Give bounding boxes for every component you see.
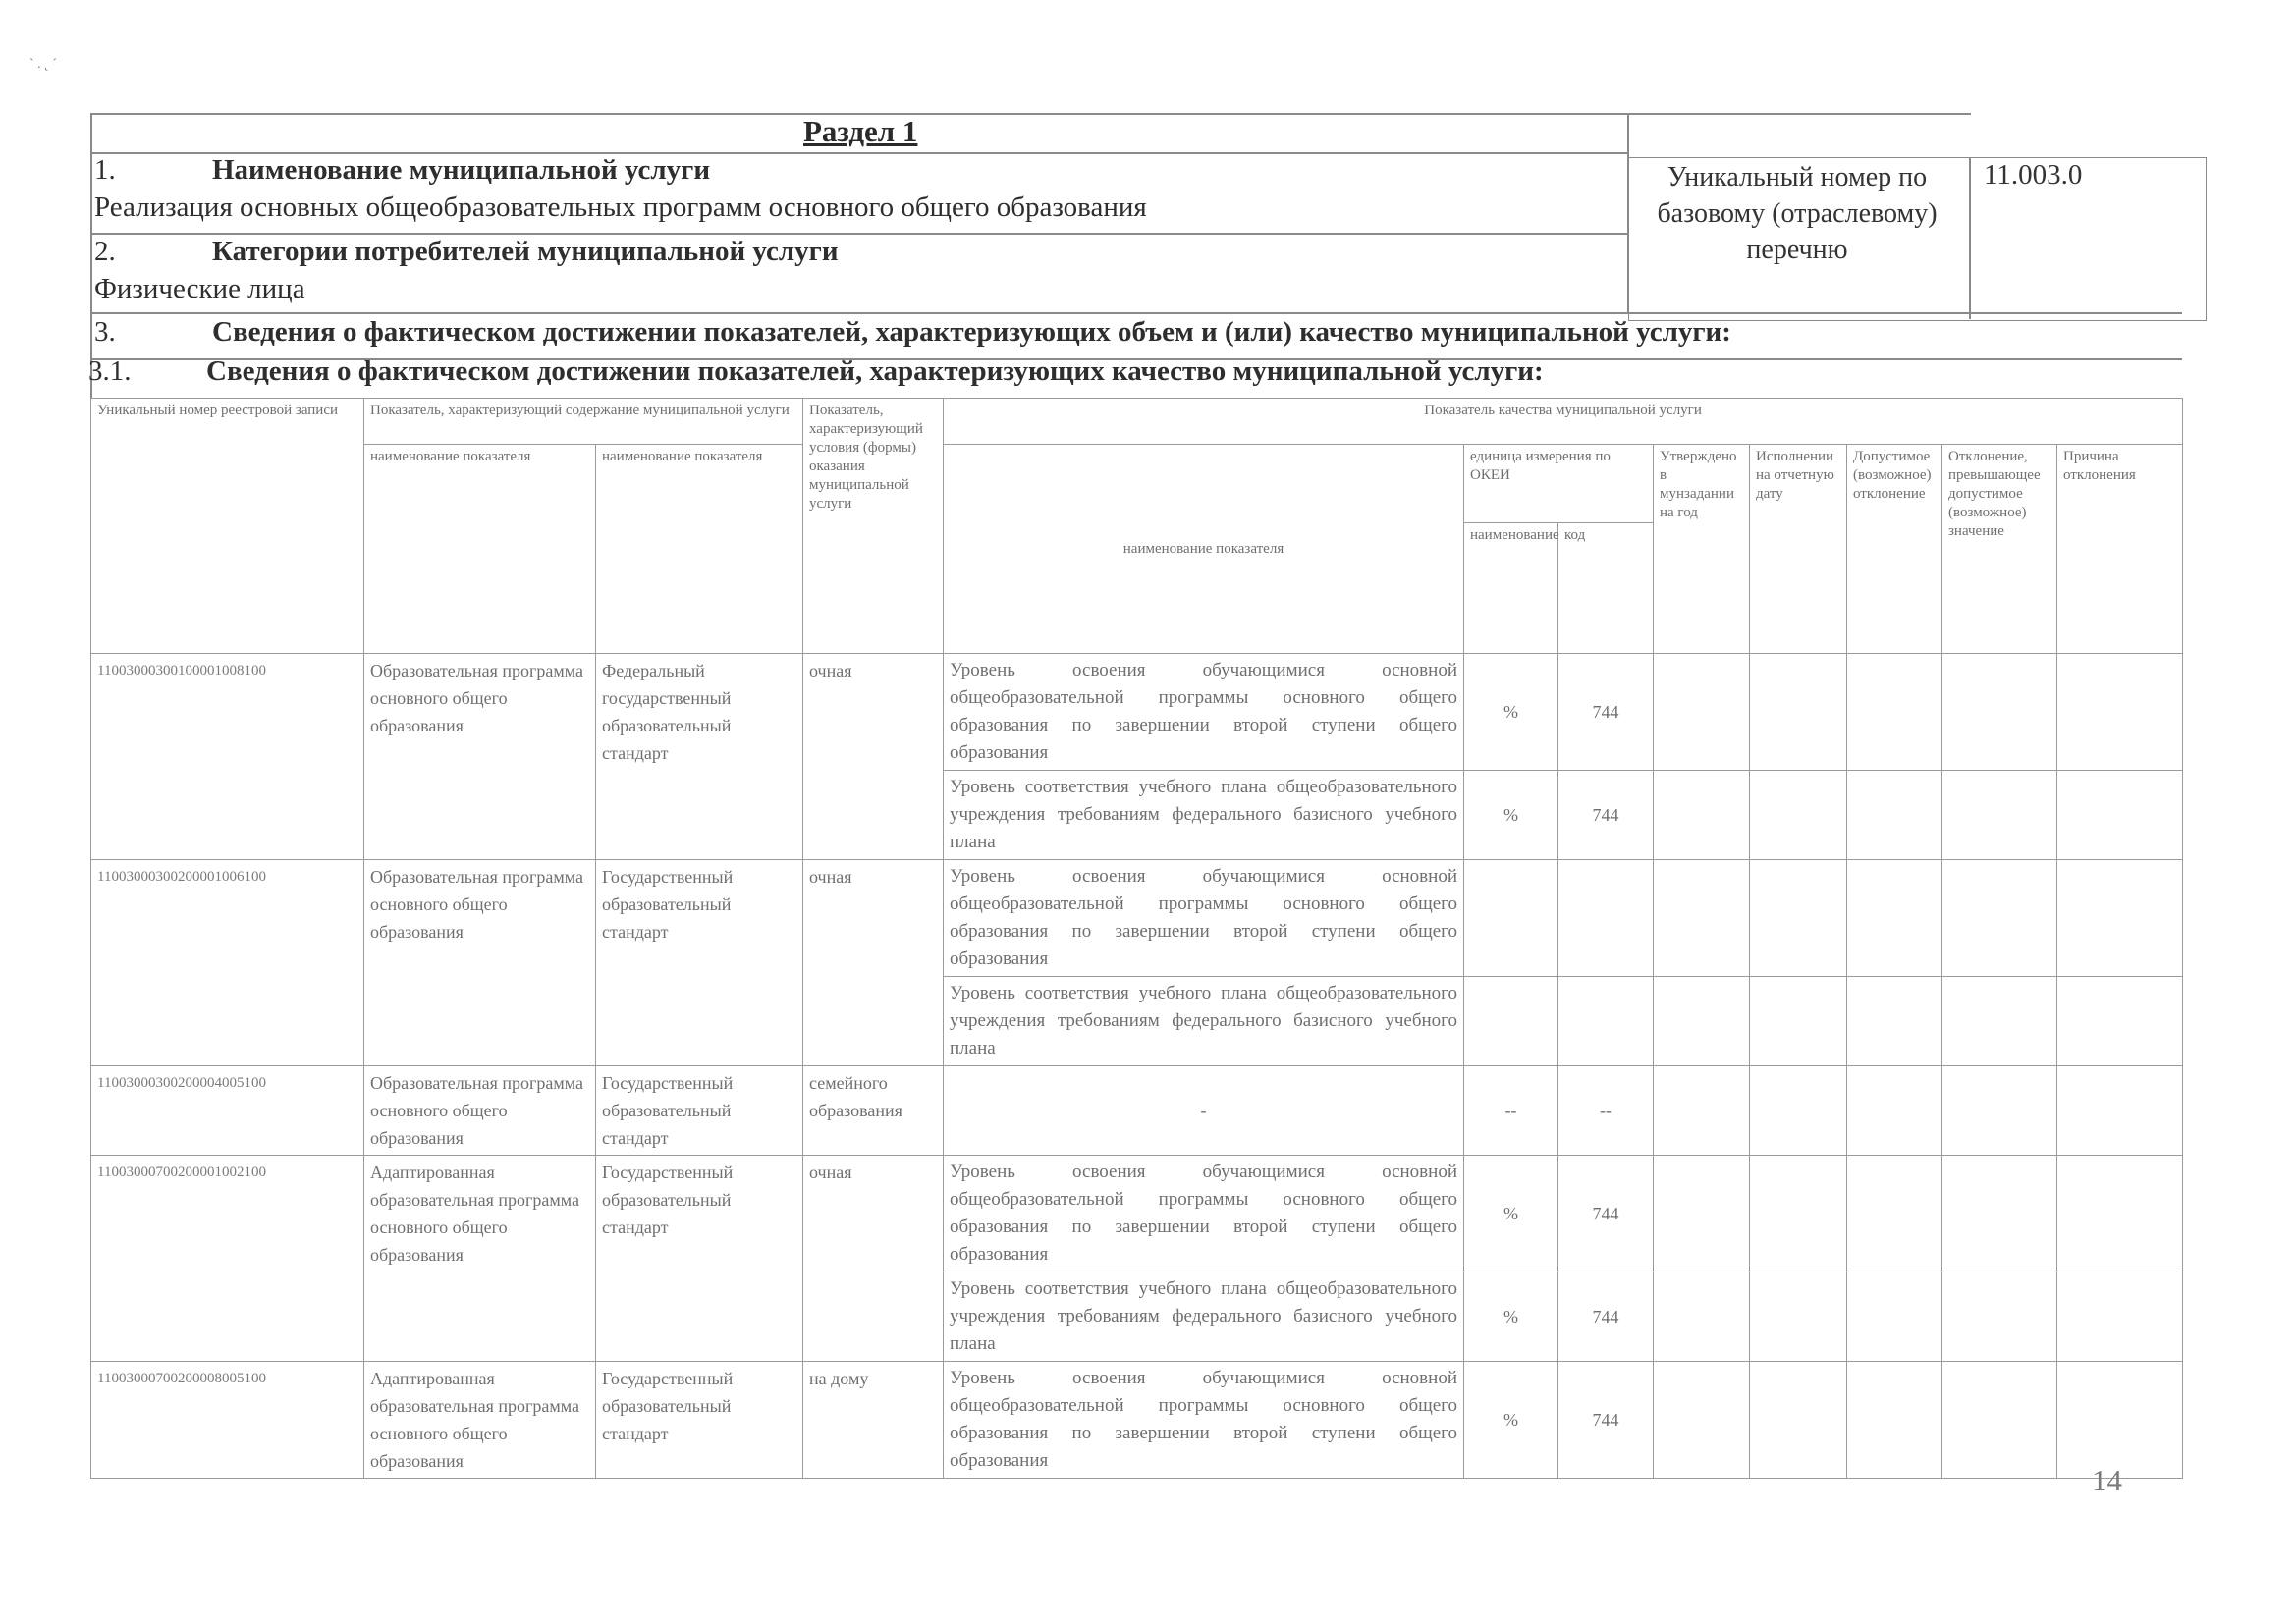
header-deviation: Отклонение, превышающее допустимое (возможное) значение bbox=[1942, 445, 2057, 654]
header-quality: Показатель качества муниципальной услуги bbox=[944, 399, 2183, 445]
program-name: Образовательная программа основного общего образования bbox=[364, 860, 596, 1066]
unit-code: 744 bbox=[1558, 771, 1654, 860]
section-1-value: Реализация основных общеобразовательных программ основного общего образования bbox=[94, 191, 1147, 223]
section-3-1: 3.1. Сведения о фактическом достижении показателей, характеризующих качество муниципальной услуги: bbox=[88, 355, 1544, 387]
reg-number: 11003000700200001002100 bbox=[91, 1156, 364, 1362]
standard-name: Государственный образовательный стандарт bbox=[596, 860, 803, 1066]
section-title: Раздел 1 bbox=[803, 114, 918, 148]
program-name: Образовательная программа основного общего образования bbox=[364, 1066, 596, 1156]
program-name: Адаптированная образовательная программа основного общего образования bbox=[364, 1156, 596, 1362]
unit-code bbox=[1558, 977, 1654, 1066]
program-name: Адаптированная образовательная программа основного общего образования bbox=[364, 1362, 596, 1479]
indicator-name: Уровень освоения обучающимися основной общеобразовательной программы основного общего образования по завершении второй ступени общего образования bbox=[944, 1362, 1464, 1479]
page-number: 14 bbox=[2092, 1463, 2122, 1497]
unique-code-label: Уникальный номер по базовому (отраслевому) перечню bbox=[1657, 162, 1938, 265]
reg-number: 11003000300200004005100 bbox=[91, 1066, 364, 1156]
table-row bbox=[91, 654, 2183, 771]
section-1: 1. Наименование муниципальной услуги bbox=[94, 154, 711, 186]
form-name: на дому bbox=[803, 1362, 944, 1479]
unique-code-separator bbox=[1969, 157, 1971, 319]
unique-code-value: 11.003.0 bbox=[1984, 159, 2083, 190]
unit-name bbox=[1464, 977, 1558, 1066]
section-2: 2. Категории потребителей муниципальной услуги bbox=[94, 236, 839, 267]
header-name1: наименование показателя bbox=[364, 445, 596, 654]
unit-code: 744 bbox=[1558, 1272, 1654, 1362]
indicator-name: Уровень соответствия учебного плана общеобразовательного учреждения требованиям федерального базисного учебного плана bbox=[944, 771, 1464, 860]
header-ind-name: наименование показателя bbox=[944, 445, 1464, 654]
program-name: Образовательная программа основного общего образования bbox=[364, 654, 596, 860]
unit-name: % bbox=[1464, 771, 1558, 860]
form-name: очная bbox=[803, 654, 944, 860]
unit-name: % bbox=[1464, 1362, 1558, 1479]
indicator-name: Уровень соответствия учебного плана общеобразовательного учреждения требованиям федерального базисного учебного плана bbox=[944, 1272, 1464, 1362]
unit-code bbox=[1558, 860, 1654, 977]
section-2-value: Физические лица bbox=[94, 273, 305, 304]
indicator-name: Уровень соответствия учебного плана общеобразовательного учреждения требованиям федерального базисного учебного плана bbox=[944, 977, 1464, 1066]
unit-name bbox=[1464, 860, 1558, 977]
header-unit-code: код bbox=[1558, 523, 1654, 654]
header-reason: Причина отклонения bbox=[2057, 445, 2183, 654]
form-name: очная bbox=[803, 860, 944, 1066]
unit-name: % bbox=[1464, 654, 1558, 771]
frame-line bbox=[90, 233, 1627, 235]
header-executed: Исполнении на отчетную дату bbox=[1750, 445, 1847, 654]
table-row bbox=[91, 1156, 2183, 1272]
table-row bbox=[91, 860, 2183, 977]
header-reg: Уникальный номер реестровой записи bbox=[91, 399, 364, 654]
indicator-name: Уровень освоения обучающимися основной общеобразовательной программы основного общего образования по завершении второй ступени общего образования bbox=[944, 860, 1464, 977]
header-content: Показатель, характеризующий содержание муниципальной услуги bbox=[364, 399, 803, 445]
reg-number: 11003000300100001008100 bbox=[91, 654, 364, 860]
header-approved: Утверждено в мунзадании на год bbox=[1654, 445, 1750, 654]
header-name2: наименование показателя bbox=[596, 445, 803, 654]
unit-name: % bbox=[1464, 1272, 1558, 1362]
section-3: 3. Сведения о фактическом достижении показателей, характеризующих объем и (или) качество муниципальной услуги: bbox=[94, 316, 1731, 348]
header-unit: единица измерения по ОКЕИ bbox=[1464, 445, 1654, 523]
table-row bbox=[91, 1362, 2183, 1479]
unit-code: 744 bbox=[1558, 1156, 1654, 1272]
quality-table bbox=[90, 398, 2183, 1479]
form-name: семейного образования bbox=[803, 1066, 944, 1156]
indicator-name: - bbox=[944, 1066, 1464, 1156]
unit-code: 744 bbox=[1558, 654, 1654, 771]
standard-name: Государственный образовательный стандарт bbox=[596, 1066, 803, 1156]
indicator-name: Уровень освоения обучающимися основной общеобразовательной программы основного общего образования по завершении второй ступени общего образования bbox=[944, 1156, 1464, 1272]
reg-number: 11003000300200001006100 bbox=[91, 860, 364, 1066]
unit-code: -- bbox=[1558, 1066, 1654, 1156]
table-row bbox=[91, 1066, 2183, 1156]
unit-name: -- bbox=[1464, 1066, 1558, 1156]
form-name: очная bbox=[803, 1156, 944, 1362]
scan-marks: ` . ˛ ´ bbox=[29, 57, 57, 72]
unit-name: % bbox=[1464, 1156, 1558, 1272]
frame-line bbox=[90, 113, 1971, 115]
standard-name: Федеральный государственный образовательный стандарт bbox=[596, 654, 803, 860]
indicator-name: Уровень освоения обучающимися основной общеобразовательной программы основного общего образования по завершении второй ступени общего образования bbox=[944, 654, 1464, 771]
standard-name: Государственный образовательный стандарт bbox=[596, 1156, 803, 1362]
header-unit-name: наименование bbox=[1464, 523, 1558, 654]
unit-code: 744 bbox=[1558, 1362, 1654, 1479]
header-cond: Показатель, характеризующий условия (формы) оказания муниципальной услуги bbox=[803, 399, 944, 654]
standard-name: Государственный образовательный стандарт bbox=[596, 1362, 803, 1479]
header-allowed: Допустимое (возможное) отклонение bbox=[1847, 445, 1942, 654]
reg-number: 11003000700200008005100 bbox=[91, 1362, 364, 1479]
